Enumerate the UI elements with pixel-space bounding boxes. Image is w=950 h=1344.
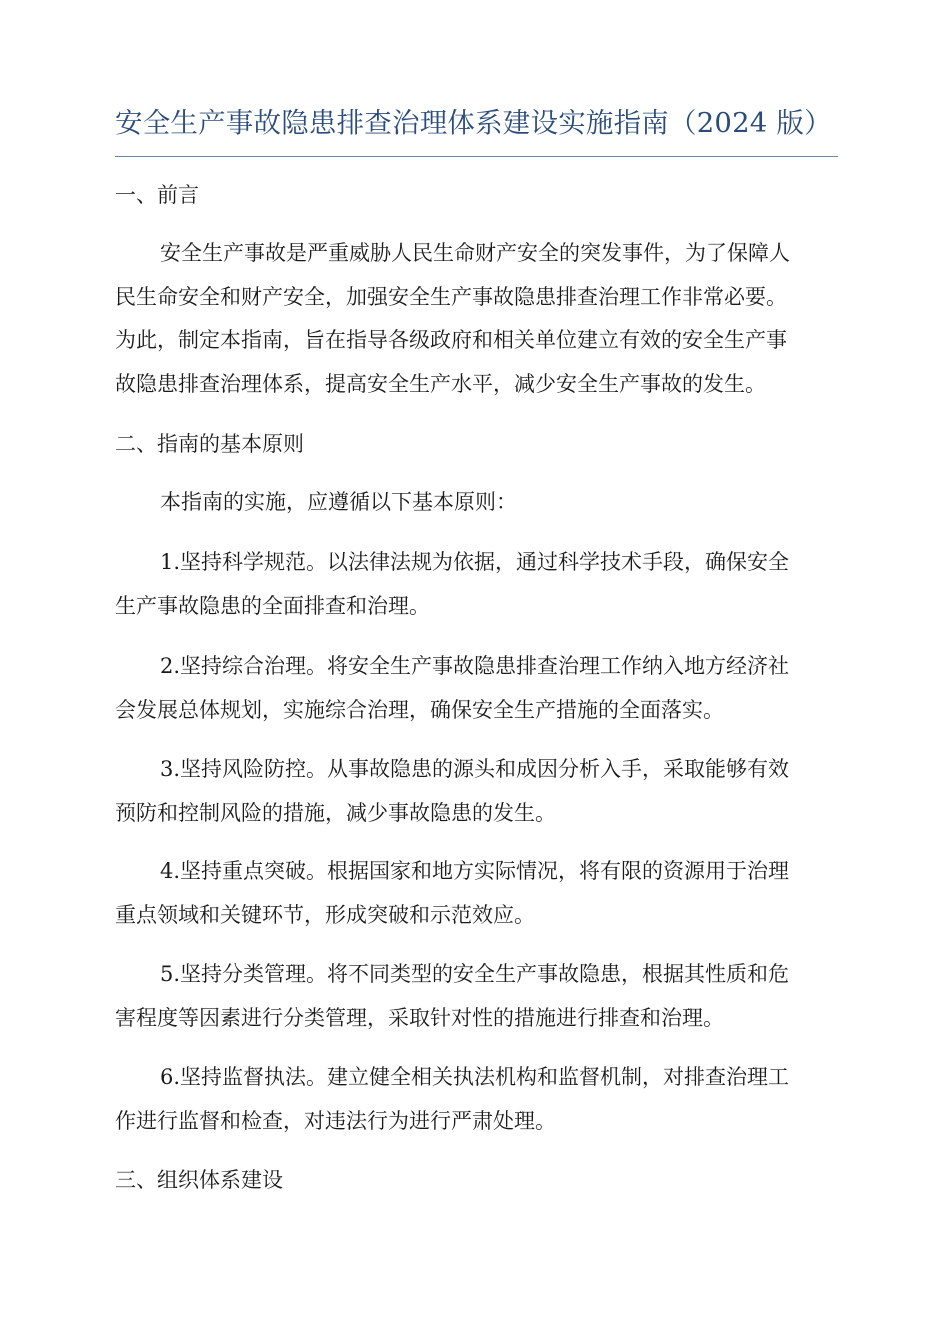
paragraph-line: 故隐患排查治理体系，提高安全生产水平，减少安全生产事故的发生。 — [115, 371, 766, 396]
paragraph-line: 5.坚持分类管理。将不同类型的安全生产事故隐患，根据其性质和危 — [160, 962, 790, 986]
document-title: 安全生产事故隐患排查治理体系建设实施指南（2024 版） — [115, 107, 832, 139]
paragraph-line: 害程度等因素进行分类管理，采取针对性的措施进行排查和治理。 — [115, 1005, 724, 1030]
paragraph-line: 预防和控制风险的措施，减少事故隐患的发生。 — [115, 800, 556, 825]
paragraph-line: 2.坚持综合治理。将安全生产事故隐患排查治理工作纳入地方经济社 — [160, 654, 790, 678]
paragraph-line: 3.坚持风险防控。从事故隐患的源头和成因分析入手，采取能够有效 — [160, 757, 790, 781]
principle-item-6 — [115, 1056, 838, 1143]
paragraph-line: 1.坚持科学规范。以法律法规为依据，通过科学技术手段，确保安全 — [160, 550, 790, 574]
paragraph-line: 重点领域和关键环节，形成突破和示范效应。 — [115, 902, 535, 927]
principle-item-1 — [115, 541, 838, 628]
principle-item-3 — [115, 748, 838, 835]
principle-item-2 — [115, 645, 838, 732]
paragraph-line: 为此，制定本指南，旨在指导各级政府和相关单位建立有效的安全生产事 — [115, 328, 787, 352]
section-heading-principles: 二、指南的基本原则 — [115, 432, 304, 456]
paragraph-line: 4.坚持重点突破。根据国家和地方实际情况，将有限的资源用于治理 — [160, 859, 790, 883]
preface-paragraph — [115, 232, 838, 406]
paragraph-line: 本指南的实施，应遵循以下基本原则： — [160, 490, 517, 514]
section-heading-organization: 三、组织体系建设 — [115, 1168, 283, 1192]
principle-item-4 — [115, 850, 838, 937]
paragraph-line: 安全生产事故是严重威胁人民生命财产安全的突发事件，为了保障人 — [160, 241, 790, 265]
principles-intro — [115, 481, 838, 525]
paragraph-line: 生产事故隐患的全面排查和治理。 — [115, 593, 430, 618]
paragraph-line: 会发展总体规划，实施综合治理，确保安全生产措施的全面落实。 — [115, 697, 724, 722]
paragraph-line: 作进行监督和检查，对违法行为进行严肃处理。 — [115, 1108, 556, 1133]
principle-item-5 — [115, 953, 838, 1040]
paragraph-line: 民生命安全和财产安全，加强安全生产事故隐患排查治理工作非常必要。 — [115, 284, 787, 309]
title-underline — [115, 156, 838, 157]
section-heading-preface: 一、前言 — [115, 183, 199, 207]
paragraph-line: 6.坚持监督执法。建立健全相关执法机构和监督机制，对排查治理工 — [160, 1065, 790, 1089]
